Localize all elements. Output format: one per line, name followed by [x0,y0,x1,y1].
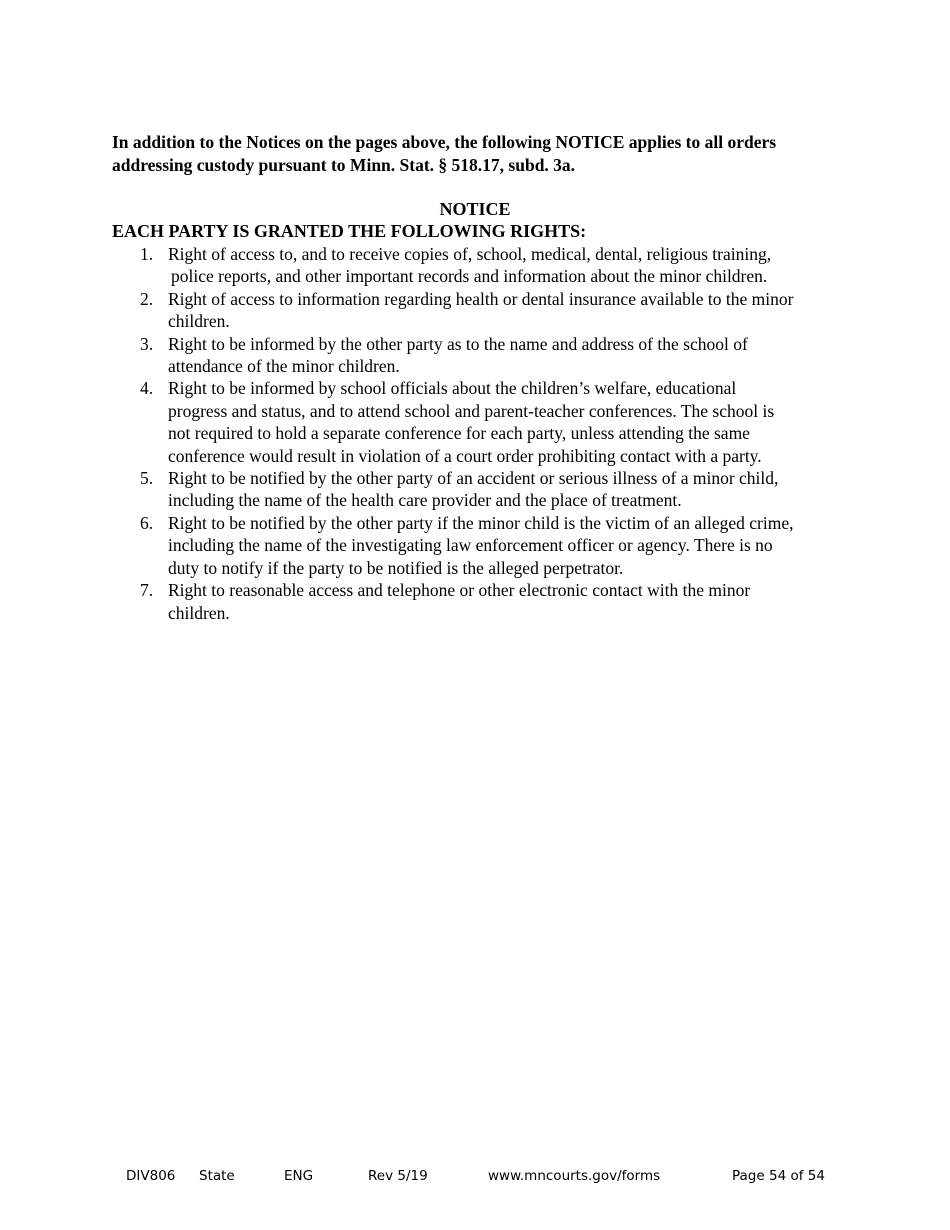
list-item-line: Right of access to, and to receive copies of, school, medical, dental, religious training, [168,244,772,264]
notice-title: NOTICE [439,199,511,219]
list-item-line: Right to be notified by the other party if the minor child is the victim of an alleged crime, [168,512,794,533]
rights-list [112,243,852,624]
intro-line: In addition to the Notices on the pages above, the following NOTICE applies to all orders [112,132,777,152]
list-item-number: 6. [140,512,154,533]
list-item-line: police reports, and other important records and information about the minor children. [171,266,768,287]
list-item-number: 3. [140,333,154,354]
footer-state: State [199,1168,235,1184]
list-item-line: conference would result in violation of a court order prohibiting contact with a party. [168,445,762,466]
list-item-number: 2. [140,288,154,309]
list-item-line: Right to be notified by the other party of an accident or serious illness of a minor child, [168,468,779,489]
list-item-line: children. [168,311,230,332]
footer-form-number: DIV806 [126,1168,176,1184]
footer-language: ENG [284,1168,314,1184]
rights-list-item [112,333,852,378]
footer-page-number: Page 54 of 54 [732,1168,825,1184]
rights-heading: EACH PARTY IS GRANTED THE FOLLOWING RIGHTS: [112,221,587,241]
rights-list-item [112,243,852,288]
list-item-line: attendance of the minor children. [168,356,400,377]
intro-line: addressing custody pursuant to Minn. Stat. § 518.17, subd. 3a. [112,154,576,175]
list-item-number: 1. [140,244,154,264]
footer-url: www.mncourts.gov/forms [488,1168,661,1184]
list-item-line: Right to be informed by the other party as to the name and address of the school of [168,333,748,354]
list-item-line: including the name of the investigating law enforcement officer or agency. There is no [168,535,773,556]
rights-list-item [112,512,852,579]
list-item-line: Right to reasonable access and telephone or other electronic contact with the minor [168,580,751,601]
list-item-line: Right of access to information regarding health or dental insurance available to the minor [168,288,794,309]
list-item-line: Right to be informed by school officials about the children’s welfare, educational [168,378,737,399]
list-item-line: children. [168,602,230,623]
list-item-number: 7. [140,580,154,601]
list-item-number: 4. [140,378,154,399]
footer-revision: Rev 5/19 [368,1168,428,1184]
list-item-line: progress and status, and to attend school and parent-teacher conferences. The school is [168,400,775,421]
list-item-line: including the name of the health care provider and the place of treatment. [168,490,682,511]
list-item-line: not required to hold a separate conference for each party, unless attending the same [168,423,750,444]
rights-list-item [112,579,852,624]
rights-list-item [112,288,852,333]
intro-paragraph [112,131,852,176]
rights-list-item [112,467,852,512]
list-item-line: duty to notify if the party to be notified is the alleged perpetrator. [168,557,624,578]
rights-list-item [112,377,852,467]
page-footer [0,1167,950,1185]
list-item-number: 5. [140,468,154,489]
